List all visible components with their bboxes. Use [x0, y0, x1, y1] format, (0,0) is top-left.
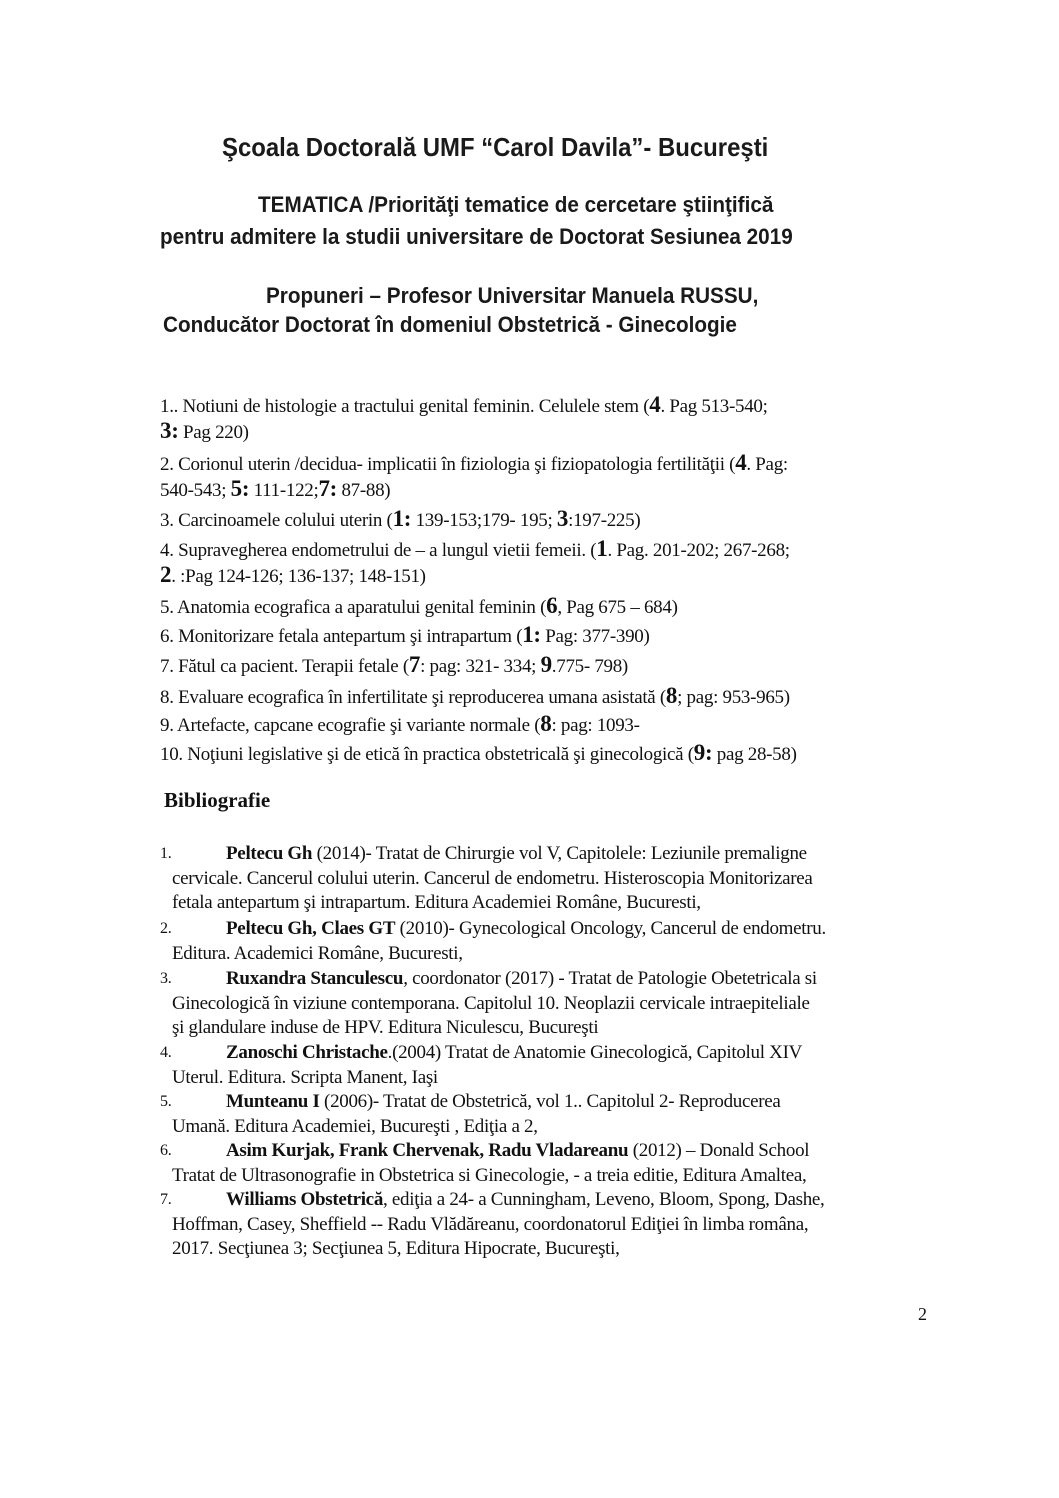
citation-text: , coordonator (2017) - Tratat de Patologie Obetetricala si [403, 968, 817, 989]
topic-line [160, 711, 640, 737]
topic-line [160, 740, 797, 766]
author: Asim Kurjak, Frank Chervenak, Radu Vladareanu [226, 1140, 629, 1161]
bibliography-item [160, 842, 940, 916]
bibliography-item [160, 1188, 940, 1262]
topic-text: 10. Noţiuni legislative şi de etică în practica obstetricală şi ginecologică ( [160, 744, 694, 765]
reference-number: 7 [408, 652, 421, 677]
item-number: 2. [160, 920, 172, 937]
page-number: 2 [918, 1304, 927, 1324]
bibliography-item [160, 917, 940, 966]
proposal-line-2: Conducător Doctorat în domeniul Obstetrică - Ginecologie [163, 312, 737, 337]
reference-number: 9 [540, 652, 552, 677]
citation-text: Hoffman, Casey, Sheffield -- Radu Vlădăreanu, coordonatorul Ediţiei în limba româna, [172, 1213, 809, 1235]
topic-text: , Pag 675 – 684) [557, 597, 678, 618]
topic-text: 5. Anatomia ecografica a aparatului genital feminin ( [160, 597, 547, 618]
item-number: 6. [160, 1142, 172, 1159]
school-heading: Şcoala Doctorală UMF “Carol Davila”- Bucureşti [222, 132, 769, 162]
topic-line [160, 622, 650, 648]
reference-number: 5: [230, 476, 250, 501]
citation-text: Ginecologică în viziune contemporana. Capitolul 10. Neoplazii cervicale intraepiteliale [172, 992, 810, 1014]
citation-text: Uterul. Editura. Scripta Manent, Iaşi [172, 1066, 438, 1088]
author: Peltecu Gh [226, 843, 313, 864]
topic-text: 2. Corionul uterin /decidua- implicatii în fiziologia şi fiziopatologia fertilităţii ( [160, 454, 736, 475]
reference-number: 9: [693, 740, 713, 765]
item-number: 3. [160, 970, 172, 987]
citation-text: fetala antepartum şi intrapartum. Editura Academiei Române, Bucuresti, [172, 892, 701, 913]
bibliography-item [160, 1139, 940, 1188]
bibliography-item [160, 1041, 940, 1090]
citation-text: (2012) – Donald School [628, 1140, 810, 1161]
topic-line [160, 450, 788, 476]
topic-text: . :Pag 124-126; 136-137; 148-151) [171, 566, 426, 587]
author: Munteanu I [226, 1091, 320, 1112]
topic-text: 4. Supravegherea endometrului de – a lungul vietii femeii. ( [160, 540, 597, 561]
reference-number: 4 [735, 450, 747, 475]
reference-number: 1: [522, 622, 541, 647]
item-number: 7. [160, 1191, 172, 1208]
reference-number: 2 [160, 562, 172, 587]
author: Peltecu Gh, Claes GT [226, 918, 396, 939]
bibliography-heading: Bibliografie [164, 788, 271, 812]
topic-text: 87-88) [337, 480, 391, 501]
citation-text: şi glandulare induse de HPV. Editura Niculescu, Bucureşti [172, 1017, 599, 1038]
topic-text: . Pag 513-540; [660, 396, 768, 417]
topic-text: Pag: 377-390) [540, 626, 650, 647]
bibliography-item [160, 1090, 940, 1139]
reference-number: 3 [556, 506, 569, 531]
topic-text: . Pag. 201-202; 267-268; [607, 540, 790, 561]
topic-text: Pag 220) [178, 422, 249, 443]
topic-text: 540-543; [160, 480, 231, 501]
topic-text: 7. Fătul ca pacient. Terapii fetale ( [160, 656, 409, 677]
reference-number: 7: [318, 476, 338, 501]
reference-number: 8 [540, 711, 552, 736]
topic-line [160, 652, 628, 678]
topic-text: 8. Evaluare ecografica în infertilitate şi reproducerea umana asistată ( [160, 687, 666, 708]
citation-text: , ediţia a 24- a Cunningham, Leveno, Bloom, Spong, Dashe, [383, 1189, 825, 1210]
topic-text: ; pag: 953-965) [677, 687, 790, 708]
topic-text: 9. Artefacte, capcane ecografie şi variante normale ( [160, 715, 541, 736]
topic-text: 139-153;179- 195; [411, 510, 557, 531]
reference-number: 4 [649, 392, 661, 417]
topic-line [160, 562, 426, 588]
topic-line [160, 506, 640, 532]
reference-number: 1 [596, 536, 608, 561]
topic-text: :197-225) [568, 510, 641, 531]
topic-text: 1.. Notiuni de histologie a tractului genital feminin. Celulele stem ( [160, 396, 650, 417]
proposal-line-1: Propuneri – Profesor Universitar Manuela RUSSU, [266, 283, 759, 308]
topic-text: 3. Carcinoamele colului uterin ( [160, 510, 393, 531]
topic-text: 6. Monitorizare fetala antepartum şi intrapartum ( [160, 626, 523, 647]
topic-text: . Pag: [746, 454, 788, 475]
topic-text: : pag: 321- 334; [420, 656, 541, 677]
topic-text: : pag: 1093- [551, 715, 640, 736]
citation-text: 2017. Secţiunea 3; Secţiunea 5, Editura Hipocrate, Bucureşti, [172, 1238, 620, 1259]
author: Ruxandra Stanculescu [226, 968, 404, 989]
reference-number: 1: [392, 506, 412, 531]
citation-text: (2010)- Gynecological Oncology, Cancerul de endometru. [395, 918, 826, 939]
citation-text: (2006)- Tratat de Obstetrică, vol 1.. Capitolul 2- Reproducerea [319, 1091, 781, 1112]
reference-number: 6 [546, 593, 558, 618]
topic-line [160, 593, 678, 619]
citation-text: .(2004) Tratat de Anatomie Ginecologică, Capitolul XIV [387, 1042, 803, 1063]
bibliography-item [160, 967, 940, 1041]
topic-line [160, 536, 790, 562]
topic-text: .775- 798) [551, 656, 628, 677]
topic-line [160, 476, 390, 502]
topic-text: 111-122; [249, 480, 319, 501]
item-number: 4. [160, 1044, 172, 1061]
item-number: 5. [160, 1093, 172, 1110]
citation-text: cervicale. Cancerul colului uterin. Cancerul de endometru. Histeroscopia Monitorizarea [172, 867, 813, 889]
title-line-2: pentru admitere la studii universitare de Doctorat Sesiunea 2019 [160, 224, 793, 249]
reference-number: 3: [160, 418, 179, 443]
item-number: 1. [160, 845, 172, 862]
topic-line [160, 392, 768, 418]
citation-text: Editura. Academici Române, Bucuresti, [172, 942, 463, 964]
title-line-1: TEMATICA /Priorităţi tematice de cercetare ştiinţifică [258, 192, 774, 217]
author: Zanoschi Christache [226, 1042, 388, 1063]
topic-line [160, 418, 249, 444]
topic-text: pag 28-58) [712, 744, 797, 765]
author: Williams Obstetrică [226, 1189, 384, 1210]
reference-number: 8 [665, 683, 678, 708]
citation-text: Tratat de Ultrasonografie in Obstetrica si Ginecologie, - a treia editie, Editura Amaltea, [172, 1164, 807, 1186]
citation-text: (2014)- Tratat de Chirurgie vol V, Capitolele: Leziunile premaligne [312, 843, 807, 864]
citation-text: Umană. Editura Academiei, Bucureşti , Ediţia a 2, [172, 1115, 538, 1137]
topic-line [160, 683, 790, 709]
